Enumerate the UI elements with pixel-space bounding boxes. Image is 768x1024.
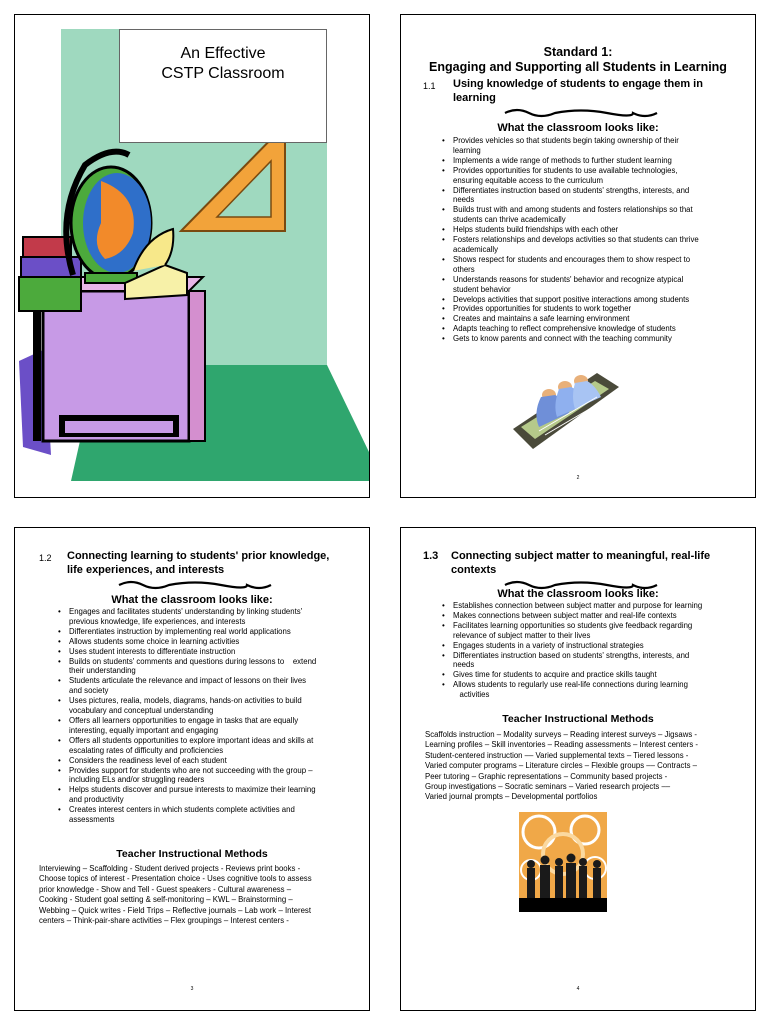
list-item-line: • Helps students build friendships with each other: [453, 225, 619, 235]
section-number: 1.3: [423, 550, 439, 562]
list-item-line: • Gives time for students to acquire and practice skills taught: [453, 670, 657, 680]
list-item: [55, 637, 365, 647]
methods-line: prior knowledge - Show and Tell - Guest speakers - Cultural awareness –: [39, 884, 292, 894]
list-item-line: • Creates interest centers in which students complete activities and: [69, 805, 295, 815]
list-item-line: • Shows respect for students and encourages them to show respect to: [453, 254, 691, 264]
list-item: [439, 156, 749, 166]
list-item-line: their understanding: [69, 666, 136, 676]
silhouette-group-illustration: [519, 812, 607, 912]
section-title-line-1: Using knowledge of students to engage them in: [453, 78, 703, 90]
looks-like-list: [439, 136, 749, 344]
page-number: 3: [190, 986, 194, 992]
list-item: [55, 766, 365, 786]
methods-line: Learning profiles – Skill inventories – Reading assessments – Interest centers -: [425, 740, 699, 750]
looks-like-heading: What the classroom looks like:: [497, 588, 659, 600]
list-item-line: interesting, equally important and engaging: [69, 725, 219, 735]
list-item-line: and society: [69, 686, 109, 696]
list-item: [439, 166, 749, 186]
standard-title: Engaging and Supporting all Students in Learning: [429, 60, 727, 74]
section-title-line-2: contexts: [451, 564, 497, 576]
list-item-line: learning: [453, 145, 481, 155]
list-item-line: • Allows students to regularly use real-life connections during learning: [453, 680, 688, 690]
list-item: [55, 756, 365, 766]
methods-line: Student-centered instruction –– Varied supplemental texts – Tiered lessons -: [425, 750, 689, 760]
slide-title-line-1: An Effective: [180, 45, 266, 62]
methods-line: Cooking - Student goal setting & self-monitoring – KWL – Brainstorming –: [39, 895, 293, 905]
list-item: [439, 601, 749, 611]
list-item-line: assessments: [69, 815, 115, 825]
methods-line: Choose topics of interest - Presentation choice - Uses cognitive tools to assess: [39, 874, 312, 884]
list-item: [439, 255, 749, 275]
list-item: [55, 736, 365, 756]
list-item: [439, 304, 749, 314]
section-number: 1.2: [39, 553, 52, 563]
list-item-line: • Uses pictures, realia, models, diagrams, hands-on activities to build: [69, 696, 302, 706]
students-writing-illustration: [509, 369, 621, 455]
slide-3-section-1-2: [14, 527, 370, 1011]
methods-line: Webbing – Quick writes - Field Trips – Reflective journals – Lab work – Interest: [39, 905, 311, 915]
list-item-line: previous knowledge, life experiences, and interests: [69, 616, 246, 626]
list-item: [439, 611, 749, 621]
list-item: [439, 680, 749, 700]
list-item: [55, 676, 365, 696]
list-item-line: academically: [453, 244, 499, 254]
list-item-line: including ELs and/or struggling readers: [69, 775, 205, 785]
list-item-line: • Provides opportunities for students to use available technologies,: [453, 165, 678, 175]
list-item-line: escalating rates of difficulty and proficiencies: [69, 745, 224, 755]
slide-2-standard-1: [400, 14, 756, 498]
looks-like-heading: What the classroom looks like:: [497, 122, 659, 134]
methods-line: Group investigations – Socratic seminars – Varied research projects ––: [425, 782, 671, 792]
list-item: [55, 647, 365, 657]
list-item: [439, 275, 749, 295]
list-item: [439, 205, 749, 225]
list-item-line: activities: [453, 690, 490, 700]
list-item: [439, 314, 749, 324]
list-item-line: • Provides support for students who are not succeeding with the group –: [69, 765, 313, 775]
section-title-line-2: learning: [453, 92, 496, 104]
list-item-line: • Fosters relationships and develops activities so that students can thrive: [453, 235, 699, 245]
list-item-line: • Students articulate the relevance and impact of lessons on their lives: [69, 676, 307, 686]
list-item: [439, 670, 749, 680]
page-number: 4: [576, 986, 580, 992]
list-item-line: • Provides opportunities for students to work together: [453, 304, 632, 314]
methods-heading: Teacher Instructional Methods: [502, 713, 654, 725]
list-item: [439, 225, 749, 235]
list-item-line: needs: [453, 195, 475, 205]
list-item-line: • Creates and maintains a safe learning environment: [453, 314, 630, 324]
list-item-line: • Engages students in a variety of instructional strategies: [453, 640, 644, 650]
list-item-line: • Builds on students' comments and questions during lessons to extend: [69, 656, 317, 666]
list-item: [55, 785, 365, 805]
list-item-line: • Differentiates instruction by implementing real world applications: [69, 626, 291, 636]
list-item: [55, 805, 365, 825]
list-item-line: student behavior: [453, 284, 511, 294]
slide-4-section-1-3: [400, 527, 756, 1011]
list-item-line: • Implements a wide range of methods to further student learning: [453, 155, 672, 165]
flourish-divider-icon: [117, 579, 273, 591]
methods-line: Varied journal prompts – Developmental portfolios: [425, 792, 598, 802]
standard-heading: Standard 1:: [543, 45, 613, 59]
list-item: [439, 324, 749, 334]
list-item-line: ensuring equitable access to the curriculum: [453, 175, 603, 185]
list-item: [439, 334, 749, 344]
section-title-line-1: Connecting subject matter to meaningful, real-life: [451, 550, 711, 562]
list-item: [55, 716, 365, 736]
list-item-line: • Provides vehicles so that students begin taking ownership of their: [453, 136, 679, 145]
methods-heading: Teacher Instructional Methods: [116, 848, 268, 860]
list-item-line: needs: [453, 660, 475, 670]
list-item: [55, 657, 365, 677]
list-item-line: • Differentiates instruction based on students' strengths, interests, and: [453, 185, 690, 195]
list-item-line: • Gets to know parents and connect with the teaching community: [453, 334, 672, 344]
methods-line: Scaffolds instruction – Modality surveys – Reading interest surveys – Jigsaws -: [425, 730, 698, 739]
list-item-line: • Engages and facilitates students' understanding by linking students': [69, 607, 303, 616]
looks-like-list: [55, 607, 365, 825]
list-item: [439, 186, 749, 206]
list-item-line: • Builds trust with and among students and fosters relationships so that: [453, 205, 693, 215]
list-item-line: • Offers all students opportunities to explore important ideas and skills at: [69, 735, 314, 745]
methods-text: [39, 864, 365, 926]
methods-line: Peer tutoring – Graphic representations – Community based projects -: [425, 771, 668, 781]
list-item: [439, 235, 749, 255]
list-item-line: • Makes connections between subject matter and real-life contexts: [453, 610, 677, 620]
list-item-line: students can thrive academically: [453, 215, 566, 225]
slide-1-title-page: [14, 14, 370, 498]
methods-text: [425, 730, 751, 803]
list-item-line: • Uses student interests to differentiate instruction: [69, 646, 236, 656]
list-item-line: • Establishes connection between subject matter and purpose for learning: [453, 601, 703, 610]
list-item: [55, 696, 365, 716]
list-item: [439, 651, 749, 671]
methods-line: Interviewing – Scaffolding - Student derived projects - Reviews print books -: [39, 864, 301, 873]
list-item-line: • Helps students discover and pursue interests to maximize their learning: [69, 785, 316, 795]
section-title-line-2: life experiences, and interests: [67, 564, 225, 576]
list-item-line: and productivity: [69, 795, 124, 805]
list-item: [55, 607, 365, 627]
list-item-line: • Adapts teaching to reflect comprehensive knowledge of students: [453, 324, 676, 334]
methods-line: Varied computer programs – Literature circles – Flexible groups –– Contracts –: [425, 761, 698, 771]
looks-like-heading: What the classroom looks like:: [111, 594, 273, 606]
list-item-line: • Develops activities that support positive interactions among students: [453, 294, 690, 304]
list-item-line: vocabulary and conceptual understanding: [69, 706, 214, 716]
list-item: [439, 621, 749, 641]
list-item: [439, 641, 749, 651]
slide-title-line-2: CSTP Classroom: [161, 65, 285, 82]
list-item-line: • Differentiates instruction based on students' strengths, interests, and: [453, 650, 690, 660]
list-item-line: relevance of subject matter to their lives: [453, 630, 591, 640]
methods-line: centers – Think-pair-share activities – Flex groupings – Interest centers -: [39, 916, 289, 926]
list-item-line: • Facilitates learning opportunities so students give feedback regarding: [453, 620, 693, 630]
list-item-line: • Allows students some choice in learning activities: [69, 636, 240, 646]
section-number: 1.1: [423, 81, 436, 91]
list-item-line: • Understands reasons for students' behavior and recognize atypical: [453, 274, 684, 284]
flourish-divider-icon: [503, 107, 659, 119]
section-title-line-1: Connecting learning to students' prior knowledge,: [67, 550, 330, 562]
list-item: [439, 295, 749, 305]
slide-title-box: [119, 29, 327, 143]
list-item-line: • Considers the readiness level of each student: [69, 755, 227, 765]
list-item-line: • Offers all learners opportunities to engage in tasks that are equally: [69, 715, 299, 725]
looks-like-list: [439, 601, 749, 700]
list-item: [439, 136, 749, 156]
list-item-line: others: [453, 264, 475, 274]
list-item: [55, 627, 365, 637]
page-number: 2: [576, 475, 580, 481]
